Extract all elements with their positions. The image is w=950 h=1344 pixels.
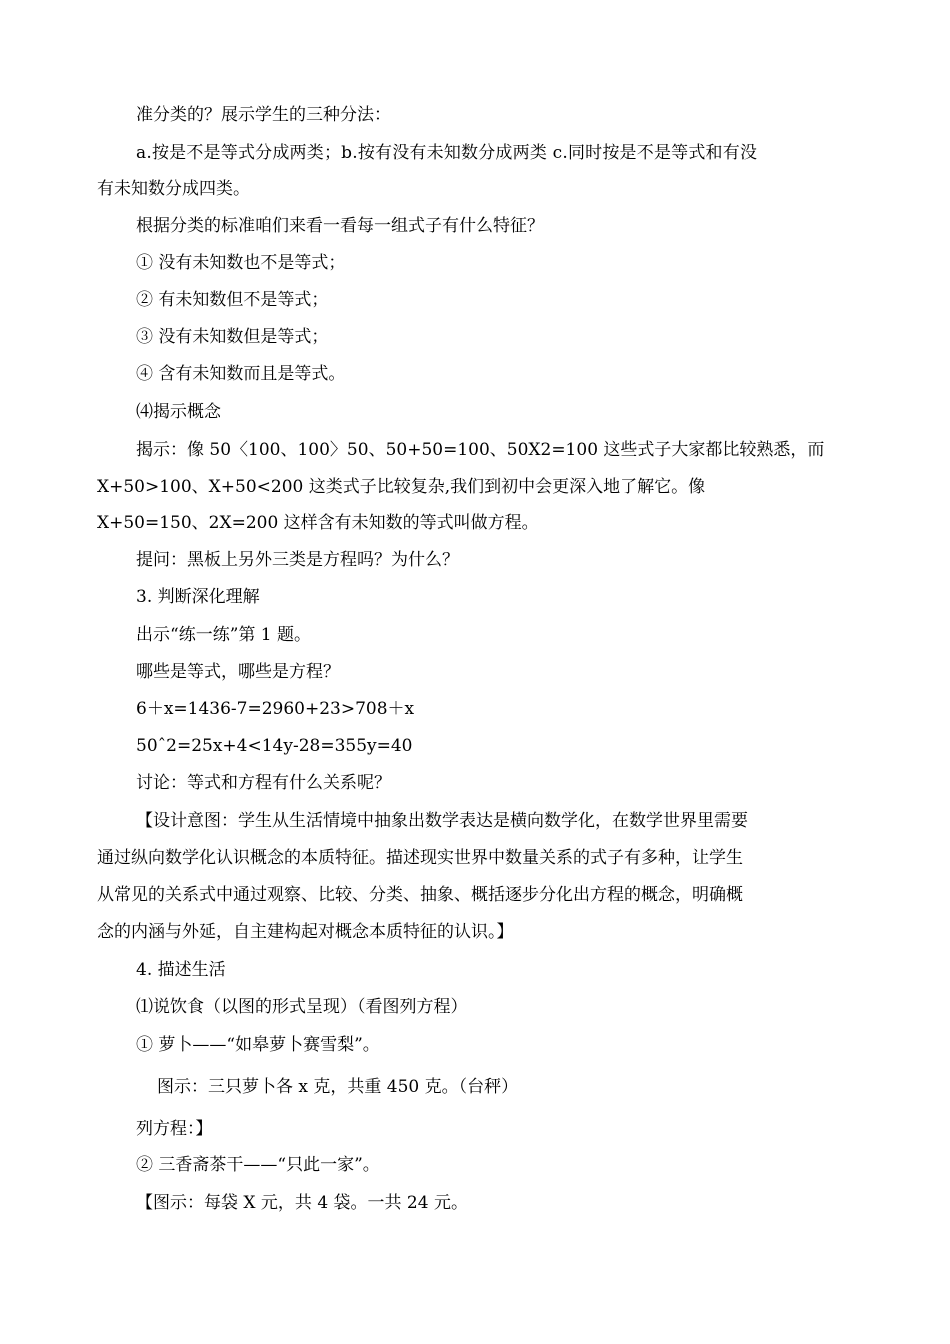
paragraph-line: a.按是不是等式分成两类；b.按有没有未知数分成两类 c.同时按是不是等式和有没 <box>136 143 758 163</box>
paragraph-line: 揭示：像 50〈100、100〉50、50+50=100、50X2=100 这些式子大家都比较熟悉，而 <box>136 440 825 460</box>
paragraph-line: 根据分类的标准咱们来看一看每一组式子有什么特征？ <box>136 216 544 236</box>
section-heading: ⑷揭示概念 <box>136 402 221 422</box>
list-item: ① 没有未知数也不是等式； <box>136 253 346 273</box>
design-intent-line: 通过纵向数学化认识概念的本质特征。描述现实世界中数量关系的式子有多种，让学生 <box>97 848 743 868</box>
design-intent-line: 从常见的关系式中通过观察、比较、分类、抽象、概括逐步分化出方程的概念，明确概 <box>97 885 743 905</box>
paragraph-line: 哪些是等式，哪些是方程？ <box>136 662 340 682</box>
list-item: ② 三香斋茶干——“只此一家”。 <box>136 1155 380 1175</box>
list-item: ④ 含有未知数而且是等式。 <box>136 364 346 384</box>
section-heading: 3. 判断深化理解 <box>136 587 260 607</box>
paragraph-line: 列方程：】 <box>136 1119 213 1139</box>
paragraph-line: 图示：三只萝卜各 x 克，共重 450 克。（台秤） <box>157 1077 519 1097</box>
paragraph-line: 【图示：每袋 X 元，共 4 袋。一共 24 元。 <box>136 1193 468 1213</box>
paragraph-line: 准分类的？展示学生的三种分法： <box>136 105 391 125</box>
design-intent-line: 念的内涵与外延，自主建构起对概念本质特征的认识。】 <box>97 922 514 942</box>
design-intent-line: 【设计意图：学生从生活情境中抽象出数学表达是横向数学化，在数学世界里需要 <box>136 811 748 831</box>
equation-line: 50ˆ2=25x+4<14y-28=355y=40 <box>136 736 413 756</box>
section-heading: 4. 描述生活 <box>136 960 226 980</box>
list-item: ② 有未知数但不是等式； <box>136 290 329 310</box>
paragraph-line: ⑴说饮食（以图的形式呈现）（看图列方程） <box>136 997 468 1017</box>
list-item: ① 萝卜——“如皋萝卜赛雪梨”。 <box>136 1035 380 1055</box>
paragraph-line: X+50=150、2X=200 这样含有未知数的等式叫做方程。 <box>97 513 539 533</box>
equation-line: 6＋x=1436-7=2960+23>708＋x <box>136 699 415 719</box>
paragraph-line: 提问：黑板上另外三类是方程吗？为什么？ <box>136 550 459 570</box>
paragraph-line: 出示“练一练”第 1 题。 <box>136 625 312 645</box>
list-item: ③ 没有未知数但是等式； <box>136 327 329 347</box>
paragraph-line: 讨论：等式和方程有什么关系呢？ <box>136 773 391 793</box>
paragraph-line: X+50>100、X+50<200 这类式子比较复杂,我们到初中会更深入地了解它。像 <box>97 477 706 497</box>
paragraph-line: 有未知数分成四类。 <box>97 179 250 199</box>
